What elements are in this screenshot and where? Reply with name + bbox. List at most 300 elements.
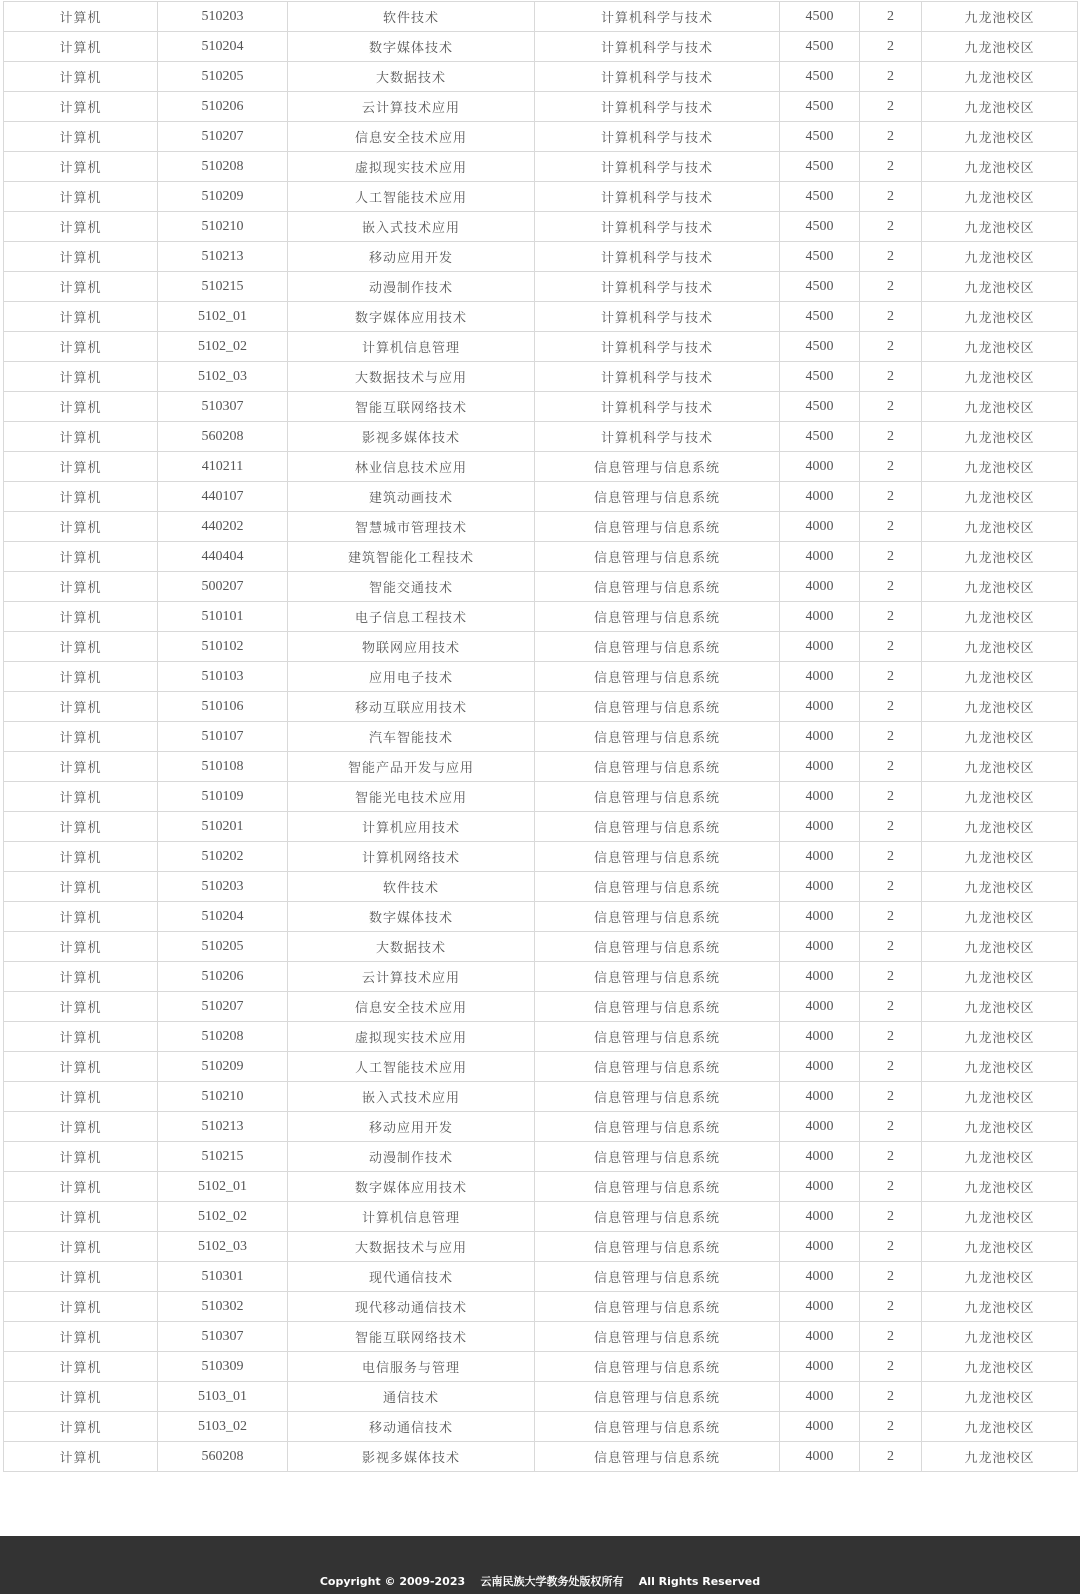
campus-cell: 九龙池校区 <box>922 92 1078 122</box>
major-code-cell: 510213 <box>158 1112 288 1142</box>
years-cell: 2 <box>860 1412 922 1442</box>
degree-major-cell: 计算机科学与技术 <box>535 302 780 332</box>
table-row <box>4 302 1078 332</box>
department-cell: 计算机 <box>4 62 158 92</box>
major-name-cell: 数字媒体技术 <box>288 32 535 62</box>
table-row <box>4 332 1078 362</box>
major-name-cell: 智能互联网络技术 <box>288 1322 535 1352</box>
major-name-cell: 动漫制作技术 <box>288 272 535 302</box>
campus-cell: 九龙池校区 <box>922 602 1078 632</box>
major-name-cell: 数字媒体技术 <box>288 902 535 932</box>
department-cell: 计算机 <box>4 782 158 812</box>
campus-cell: 九龙池校区 <box>922 722 1078 752</box>
major-name-cell: 动漫制作技术 <box>288 1142 535 1172</box>
department-cell: 计算机 <box>4 452 158 482</box>
degree-major-cell: 信息管理与信息系统 <box>535 452 780 482</box>
table-row <box>4 362 1078 392</box>
major-code-cell: 510209 <box>158 182 288 212</box>
table-row <box>4 662 1078 692</box>
department-cell: 计算机 <box>4 212 158 242</box>
department-cell: 计算机 <box>4 1022 158 1052</box>
table-row <box>4 572 1078 602</box>
major-code-cell: 510309 <box>158 1352 288 1382</box>
major-code-cell: 5102_02 <box>158 1202 288 1232</box>
table-row <box>4 242 1078 272</box>
major-code-cell: 510205 <box>158 62 288 92</box>
years-cell: 2 <box>860 272 922 302</box>
degree-major-cell: 信息管理与信息系统 <box>535 902 780 932</box>
campus-cell: 九龙池校区 <box>922 1142 1078 1172</box>
tuition-cell: 4500 <box>780 152 860 182</box>
years-cell: 2 <box>860 782 922 812</box>
major-name-cell: 现代移动通信技术 <box>288 1292 535 1322</box>
table-row <box>4 1322 1078 1352</box>
campus-cell: 九龙池校区 <box>922 812 1078 842</box>
years-cell: 2 <box>860 1142 922 1172</box>
department-cell: 计算机 <box>4 1142 158 1172</box>
years-cell: 2 <box>860 2 922 32</box>
tuition-cell: 4000 <box>780 1112 860 1142</box>
campus-cell: 九龙池校区 <box>922 1052 1078 1082</box>
major-name-cell: 智能光电技术应用 <box>288 782 535 812</box>
major-code-cell: 5102_03 <box>158 1232 288 1262</box>
tuition-cell: 4000 <box>780 1142 860 1172</box>
table-row <box>4 92 1078 122</box>
years-cell: 2 <box>860 752 922 782</box>
table-row <box>4 452 1078 482</box>
major-name-cell: 大数据技术与应用 <box>288 1232 535 1262</box>
major-name-cell: 虚拟现实技术应用 <box>288 1022 535 1052</box>
department-cell: 计算机 <box>4 1112 158 1142</box>
major-name-cell: 应用电子技术 <box>288 662 535 692</box>
department-cell: 计算机 <box>4 662 158 692</box>
major-name-cell: 现代通信技术 <box>288 1262 535 1292</box>
major-name-cell: 软件技术 <box>288 2 535 32</box>
major-name-cell: 移动应用开发 <box>288 1112 535 1142</box>
table-row <box>4 542 1078 572</box>
major-name-cell: 计算机网络技术 <box>288 842 535 872</box>
years-cell: 2 <box>860 1292 922 1322</box>
campus-cell: 九龙池校区 <box>922 1202 1078 1232</box>
campus-cell: 九龙池校区 <box>922 872 1078 902</box>
major-name-cell: 虚拟现实技术应用 <box>288 152 535 182</box>
major-code-cell: 510208 <box>158 152 288 182</box>
degree-major-cell: 信息管理与信息系统 <box>535 1292 780 1322</box>
degree-major-cell: 信息管理与信息系统 <box>535 482 780 512</box>
major-name-cell: 建筑智能化工程技术 <box>288 542 535 572</box>
department-cell: 计算机 <box>4 902 158 932</box>
department-cell: 计算机 <box>4 1292 158 1322</box>
years-cell: 2 <box>860 212 922 242</box>
major-name-cell: 人工智能技术应用 <box>288 1052 535 1082</box>
tuition-cell: 4500 <box>780 182 860 212</box>
years-cell: 2 <box>860 302 922 332</box>
table-row <box>4 1442 1078 1472</box>
degree-major-cell: 信息管理与信息系统 <box>535 572 780 602</box>
table-row <box>4 1262 1078 1292</box>
major-code-cell: 560208 <box>158 422 288 452</box>
campus-cell: 九龙池校区 <box>922 332 1078 362</box>
major-name-cell: 计算机应用技术 <box>288 812 535 842</box>
table-row <box>4 602 1078 632</box>
campus-cell: 九龙池校区 <box>922 932 1078 962</box>
years-cell: 2 <box>860 1442 922 1472</box>
major-code-cell: 510207 <box>158 122 288 152</box>
table-row <box>4 182 1078 212</box>
tuition-cell: 4000 <box>780 1232 860 1262</box>
years-cell: 2 <box>860 632 922 662</box>
department-cell: 计算机 <box>4 812 158 842</box>
tuition-cell: 4000 <box>780 872 860 902</box>
table-row <box>4 1292 1078 1322</box>
major-code-cell: 510213 <box>158 242 288 272</box>
major-code-cell: 560208 <box>158 1442 288 1472</box>
degree-major-cell: 信息管理与信息系统 <box>535 1082 780 1112</box>
department-cell: 计算机 <box>4 932 158 962</box>
major-name-cell: 电子信息工程技术 <box>288 602 535 632</box>
table-row <box>4 632 1078 662</box>
table-row <box>4 1172 1078 1202</box>
campus-cell: 九龙池校区 <box>922 1322 1078 1352</box>
table-row <box>4 1082 1078 1112</box>
major-code-cell: 510101 <box>158 602 288 632</box>
tuition-cell: 4000 <box>780 752 860 782</box>
degree-major-cell: 信息管理与信息系统 <box>535 752 780 782</box>
table-row <box>4 1412 1078 1442</box>
major-code-cell: 510203 <box>158 2 288 32</box>
degree-major-cell: 计算机科学与技术 <box>535 212 780 242</box>
tuition-cell: 4500 <box>780 122 860 152</box>
department-cell: 计算机 <box>4 1322 158 1352</box>
degree-major-cell: 计算机科学与技术 <box>535 362 780 392</box>
degree-major-cell: 信息管理与信息系统 <box>535 1022 780 1052</box>
department-cell: 计算机 <box>4 1202 158 1232</box>
tuition-cell: 4500 <box>780 92 860 122</box>
tuition-cell: 4000 <box>780 782 860 812</box>
degree-major-cell: 信息管理与信息系统 <box>535 692 780 722</box>
degree-major-cell: 信息管理与信息系统 <box>535 1202 780 1232</box>
major-code-cell: 510106 <box>158 692 288 722</box>
major-code-cell: 440404 <box>158 542 288 572</box>
department-cell: 计算机 <box>4 752 158 782</box>
department-cell: 计算机 <box>4 392 158 422</box>
degree-major-cell: 计算机科学与技术 <box>535 272 780 302</box>
department-cell: 计算机 <box>4 1262 158 1292</box>
department-cell: 计算机 <box>4 1352 158 1382</box>
tuition-cell: 4000 <box>780 662 860 692</box>
department-cell: 计算机 <box>4 1082 158 1112</box>
tuition-cell: 4000 <box>780 452 860 482</box>
campus-cell: 九龙池校区 <box>922 272 1078 302</box>
major-name-cell: 云计算技术应用 <box>288 92 535 122</box>
major-name-cell: 建筑动画技术 <box>288 482 535 512</box>
table-row <box>4 992 1078 1022</box>
degree-major-cell: 信息管理与信息系统 <box>535 512 780 542</box>
department-cell: 计算机 <box>4 92 158 122</box>
tuition-cell: 4000 <box>780 602 860 632</box>
years-cell: 2 <box>860 812 922 842</box>
department-cell: 计算机 <box>4 152 158 182</box>
major-code-cell: 500207 <box>158 572 288 602</box>
campus-cell: 九龙池校区 <box>922 1442 1078 1472</box>
campus-cell: 九龙池校区 <box>922 992 1078 1022</box>
degree-major-cell: 信息管理与信息系统 <box>535 1322 780 1352</box>
footer-copyright: Copyright © 2009-2023 云南民族大学教务处版权所有 All Rights Reserved <box>319 1575 761 1588</box>
major-name-cell: 智能交通技术 <box>288 572 535 602</box>
tuition-cell: 4000 <box>780 842 860 872</box>
department-cell: 计算机 <box>4 1232 158 1262</box>
table-row <box>4 722 1078 752</box>
major-code-cell: 510301 <box>158 1262 288 1292</box>
major-code-cell: 510210 <box>158 212 288 242</box>
department-cell: 计算机 <box>4 362 158 392</box>
campus-cell: 九龙池校区 <box>922 1382 1078 1412</box>
degree-major-cell: 信息管理与信息系统 <box>535 872 780 902</box>
department-cell: 计算机 <box>4 992 158 1022</box>
degree-major-cell: 计算机科学与技术 <box>535 2 780 32</box>
campus-cell: 九龙池校区 <box>922 452 1078 482</box>
campus-cell: 九龙池校区 <box>922 692 1078 722</box>
major-code-cell: 510215 <box>158 272 288 302</box>
major-code-cell: 510302 <box>158 1292 288 1322</box>
tuition-cell: 4000 <box>780 1412 860 1442</box>
major-code-cell: 510108 <box>158 752 288 782</box>
major-code-cell: 510102 <box>158 632 288 662</box>
degree-major-cell: 计算机科学与技术 <box>535 122 780 152</box>
campus-cell: 九龙池校区 <box>922 422 1078 452</box>
degree-major-cell: 信息管理与信息系统 <box>535 1412 780 1442</box>
department-cell: 计算机 <box>4 422 158 452</box>
major-name-cell: 影视多媒体技术 <box>288 422 535 452</box>
campus-cell: 九龙池校区 <box>922 842 1078 872</box>
table-row <box>4 872 1078 902</box>
major-name-cell: 软件技术 <box>288 872 535 902</box>
major-code-cell: 510206 <box>158 92 288 122</box>
major-code-cell: 510209 <box>158 1052 288 1082</box>
campus-cell: 九龙池校区 <box>922 542 1078 572</box>
years-cell: 2 <box>860 692 922 722</box>
degree-major-cell: 计算机科学与技术 <box>535 332 780 362</box>
major-name-cell: 数字媒体应用技术 <box>288 1172 535 1202</box>
years-cell: 2 <box>860 1112 922 1142</box>
department-cell: 计算机 <box>4 302 158 332</box>
department-cell: 计算机 <box>4 122 158 152</box>
campus-cell: 九龙池校区 <box>922 902 1078 932</box>
major-name-cell: 智慧城市管理技术 <box>288 512 535 542</box>
department-cell: 计算机 <box>4 962 158 992</box>
tuition-cell: 4000 <box>780 692 860 722</box>
degree-major-cell: 信息管理与信息系统 <box>535 812 780 842</box>
degree-major-cell: 信息管理与信息系统 <box>535 842 780 872</box>
years-cell: 2 <box>860 242 922 272</box>
major-name-cell: 物联网应用技术 <box>288 632 535 662</box>
years-cell: 2 <box>860 1202 922 1232</box>
major-name-cell: 大数据技术 <box>288 932 535 962</box>
major-code-cell: 5103_01 <box>158 1382 288 1412</box>
campus-cell: 九龙池校区 <box>922 32 1078 62</box>
degree-major-cell: 信息管理与信息系统 <box>535 662 780 692</box>
department-cell: 计算机 <box>4 842 158 872</box>
major-code-cell: 510204 <box>158 902 288 932</box>
years-cell: 2 <box>860 332 922 362</box>
degree-major-cell: 信息管理与信息系统 <box>535 722 780 752</box>
department-cell: 计算机 <box>4 1442 158 1472</box>
major-code-cell: 5102_02 <box>158 332 288 362</box>
degree-major-cell: 信息管理与信息系统 <box>535 1052 780 1082</box>
years-cell: 2 <box>860 1352 922 1382</box>
years-cell: 2 <box>860 1262 922 1292</box>
years-cell: 2 <box>860 602 922 632</box>
years-cell: 2 <box>860 572 922 602</box>
years-cell: 2 <box>860 122 922 152</box>
table-row <box>4 272 1078 302</box>
campus-cell: 九龙池校区 <box>922 152 1078 182</box>
campus-cell: 九龙池校区 <box>922 572 1078 602</box>
major-name-cell: 汽车智能技术 <box>288 722 535 752</box>
department-cell: 计算机 <box>4 272 158 302</box>
years-cell: 2 <box>860 482 922 512</box>
majors-table-body <box>4 2 1078 1472</box>
degree-major-cell: 计算机科学与技术 <box>535 62 780 92</box>
major-code-cell: 510203 <box>158 872 288 902</box>
department-cell: 计算机 <box>4 2 158 32</box>
major-name-cell: 影视多媒体技术 <box>288 1442 535 1472</box>
years-cell: 2 <box>860 932 922 962</box>
tuition-cell: 4500 <box>780 212 860 242</box>
tuition-cell: 4000 <box>780 632 860 662</box>
major-code-cell: 510206 <box>158 962 288 992</box>
table-row <box>4 62 1078 92</box>
years-cell: 2 <box>860 842 922 872</box>
major-code-cell: 510307 <box>158 392 288 422</box>
tuition-cell: 4000 <box>780 1052 860 1082</box>
campus-cell: 九龙池校区 <box>922 1082 1078 1112</box>
years-cell: 2 <box>860 542 922 572</box>
table-row <box>4 2 1078 32</box>
department-cell: 计算机 <box>4 572 158 602</box>
campus-cell: 九龙池校区 <box>922 122 1078 152</box>
department-cell: 计算机 <box>4 32 158 62</box>
major-name-cell: 云计算技术应用 <box>288 962 535 992</box>
tuition-cell: 4000 <box>780 1262 860 1292</box>
major-code-cell: 510205 <box>158 932 288 962</box>
major-code-cell: 510109 <box>158 782 288 812</box>
department-cell: 计算机 <box>4 182 158 212</box>
table-row <box>4 752 1078 782</box>
tuition-cell: 4000 <box>780 1022 860 1052</box>
department-cell: 计算机 <box>4 242 158 272</box>
degree-major-cell: 信息管理与信息系统 <box>535 1112 780 1142</box>
tuition-cell: 4500 <box>780 362 860 392</box>
major-name-cell: 电信服务与管理 <box>288 1352 535 1382</box>
degree-major-cell: 计算机科学与技术 <box>535 92 780 122</box>
table-row <box>4 512 1078 542</box>
degree-major-cell: 信息管理与信息系统 <box>535 932 780 962</box>
tuition-cell: 4000 <box>780 1352 860 1382</box>
department-cell: 计算机 <box>4 332 158 362</box>
tuition-cell: 4000 <box>780 1082 860 1112</box>
major-name-cell: 嵌入式技术应用 <box>288 1082 535 1112</box>
major-code-cell: 510201 <box>158 812 288 842</box>
years-cell: 2 <box>860 362 922 392</box>
degree-major-cell: 信息管理与信息系统 <box>535 992 780 1022</box>
tuition-cell: 4000 <box>780 932 860 962</box>
department-cell: 计算机 <box>4 512 158 542</box>
years-cell: 2 <box>860 32 922 62</box>
major-name-cell: 数字媒体应用技术 <box>288 302 535 332</box>
table-row <box>4 1352 1078 1382</box>
tuition-cell: 4500 <box>780 2 860 32</box>
major-code-cell: 510307 <box>158 1322 288 1352</box>
major-code-cell: 510215 <box>158 1142 288 1172</box>
years-cell: 2 <box>860 62 922 92</box>
campus-cell: 九龙池校区 <box>922 392 1078 422</box>
major-name-cell: 移动应用开发 <box>288 242 535 272</box>
tuition-cell: 4000 <box>780 482 860 512</box>
campus-cell: 九龙池校区 <box>922 632 1078 662</box>
department-cell: 计算机 <box>4 482 158 512</box>
campus-cell: 九龙池校区 <box>922 1022 1078 1052</box>
years-cell: 2 <box>860 1082 922 1112</box>
department-cell: 计算机 <box>4 602 158 632</box>
years-cell: 2 <box>860 722 922 752</box>
campus-cell: 九龙池校区 <box>922 242 1078 272</box>
table-row <box>4 1022 1078 1052</box>
campus-cell: 九龙池校区 <box>922 1172 1078 1202</box>
years-cell: 2 <box>860 662 922 692</box>
tuition-cell: 4000 <box>780 1292 860 1322</box>
tuition-cell: 4000 <box>780 1172 860 1202</box>
table-row <box>4 932 1078 962</box>
years-cell: 2 <box>860 92 922 122</box>
major-name-cell: 计算机信息管理 <box>288 1202 535 1232</box>
table-row <box>4 1382 1078 1412</box>
campus-cell: 九龙池校区 <box>922 1412 1078 1442</box>
table-row <box>4 392 1078 422</box>
degree-major-cell: 信息管理与信息系统 <box>535 1352 780 1382</box>
degree-major-cell: 信息管理与信息系统 <box>535 602 780 632</box>
degree-major-cell: 信息管理与信息系统 <box>535 1232 780 1262</box>
campus-cell: 九龙池校区 <box>922 182 1078 212</box>
degree-major-cell: 信息管理与信息系统 <box>535 962 780 992</box>
table-row <box>4 122 1078 152</box>
years-cell: 2 <box>860 992 922 1022</box>
degree-major-cell: 计算机科学与技术 <box>535 422 780 452</box>
table-row <box>4 32 1078 62</box>
tuition-cell: 4000 <box>780 992 860 1022</box>
site-footer <box>0 1536 1080 1594</box>
department-cell: 计算机 <box>4 1382 158 1412</box>
department-cell: 计算机 <box>4 692 158 722</box>
majors-table-container <box>3 1 1077 1472</box>
major-name-cell: 智能互联网络技术 <box>288 392 535 422</box>
major-code-cell: 510210 <box>158 1082 288 1112</box>
table-row <box>4 692 1078 722</box>
years-cell: 2 <box>860 512 922 542</box>
major-code-cell: 5103_02 <box>158 1412 288 1442</box>
major-name-cell: 人工智能技术应用 <box>288 182 535 212</box>
tuition-cell: 4000 <box>780 722 860 752</box>
tuition-cell: 4000 <box>780 1442 860 1472</box>
major-code-cell: 5102_01 <box>158 1172 288 1202</box>
campus-cell: 九龙池校区 <box>922 1292 1078 1322</box>
major-code-cell: 510204 <box>158 32 288 62</box>
major-code-cell: 5102_01 <box>158 302 288 332</box>
department-cell: 计算机 <box>4 722 158 752</box>
tuition-cell: 4000 <box>780 962 860 992</box>
table-row <box>4 962 1078 992</box>
tuition-cell: 4000 <box>780 1322 860 1352</box>
